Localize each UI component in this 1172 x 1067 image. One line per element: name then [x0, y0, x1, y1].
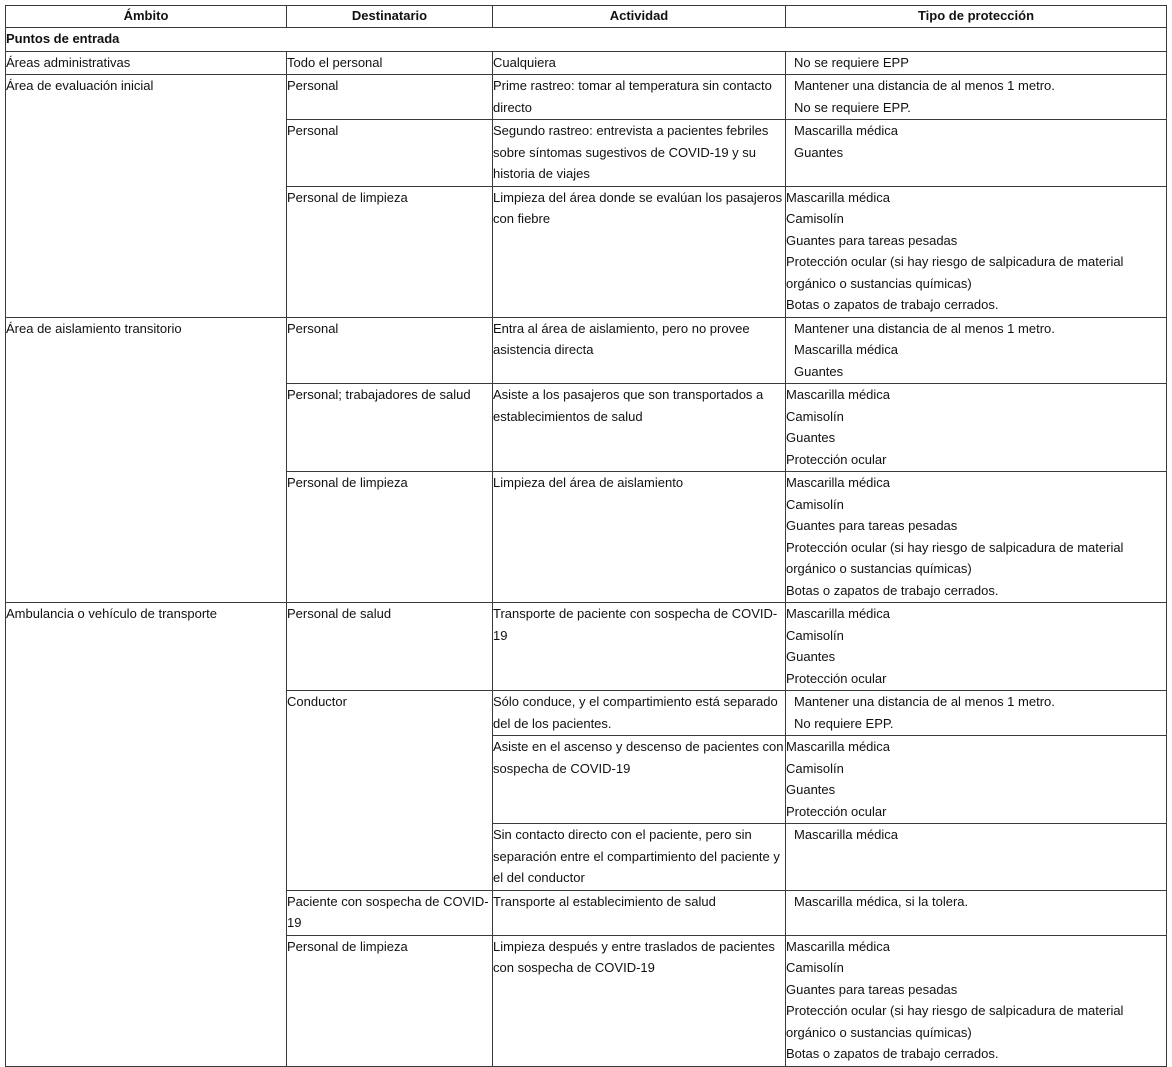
destinatario-cell: Personal de salud — [287, 603, 493, 691]
proteccion-item: No requiere EPP. — [794, 715, 894, 731]
proteccion-item: Protección ocular — [786, 803, 887, 819]
proteccion-item: Botas o zapatos de trabajo cerrados. — [786, 1046, 999, 1061]
proteccion-item: Guantes — [794, 363, 844, 379]
ambito-cell: Área de evaluación inicial — [6, 75, 287, 318]
proteccion-item: Mascarilla médica — [794, 342, 899, 357]
actividad-cell: Limpieza después y entre traslados de pacientes con sospecha de COVID-19 — [493, 935, 786, 1066]
section-title: Puntos de entrada — [6, 28, 1167, 52]
proteccion-cell — [786, 186, 1167, 317]
actividad-cell: Prime rastreo: tomar al temperatura sin contacto directo — [493, 75, 786, 120]
actividad-cell: Cualquiera — [493, 51, 786, 75]
proteccion-item: Mascarilla médica — [786, 189, 891, 205]
actividad-cell: Limpieza del área de aislamiento — [493, 472, 786, 603]
proteccion-item: Botas o zapatos de trabajo cerrados. — [786, 297, 999, 312]
section-row — [6, 28, 1167, 52]
proteccion-item: Guantes — [794, 144, 844, 160]
proteccion-item: Protección ocular (si hay riesgo de salpicadura de material — [786, 539, 1124, 555]
header-proteccion: Tipo de protección — [786, 6, 1167, 28]
actividad-cell: Sólo conduce, y el compartimiento está separado del de los pacientes. — [493, 691, 786, 736]
proteccion-cell — [786, 75, 1167, 120]
destinatario-cell: Todo el personal — [287, 51, 493, 75]
proteccion-item: Botas o zapatos de trabajo cerrados. — [786, 582, 999, 598]
proteccion-item: Mascarilla médica — [786, 606, 891, 621]
proteccion-cell — [786, 935, 1167, 1066]
proteccion-item: Guantes para tareas pesadas — [786, 981, 958, 997]
destinatario-cell: Personal — [287, 317, 493, 384]
actividad-cell: Limpieza del área donde se evalúan los pasajeros con fiebre — [493, 186, 786, 317]
proteccion-item: Protección ocular — [786, 670, 887, 686]
proteccion-item: No se requiere EPP. — [794, 99, 911, 115]
destinatario-cell: Personal; trabajadores de salud — [287, 384, 493, 472]
actividad-cell: Segundo rastreo: entrevista a pacientes febriles sobre síntomas sugestivos de COVID-19 y su historia de viajes — [493, 120, 786, 187]
proteccion-item: No se requiere EPP — [794, 54, 909, 70]
proteccion-cell — [786, 890, 1167, 935]
ambito-cell: Área de aislamiento transitorio — [6, 317, 287, 603]
proteccion-item: Guantes — [786, 649, 836, 664]
proteccion-item: Protección ocular (si hay riesgo de salpicadura de material — [786, 254, 1124, 269]
header-destinatario: Destinatario — [287, 6, 493, 28]
proteccion-item: Guantes — [786, 782, 836, 797]
table-row — [6, 51, 1167, 75]
actividad-cell: Sin contacto directo con el paciente, pero sin separación entre el compartimiento del paciente y el del conductor — [493, 824, 786, 891]
destinatario-cell: Conductor — [287, 691, 493, 891]
proteccion-cell — [786, 317, 1167, 384]
proteccion-cell — [786, 120, 1167, 187]
proteccion-item: Mantener una distancia de al menos 1 metro. — [794, 694, 1055, 709]
proteccion-item: orgánico o sustancias químicas) — [786, 1024, 972, 1040]
proteccion-item: orgánico o sustancias químicas) — [786, 275, 972, 291]
proteccion-item: Camisolín — [786, 211, 844, 226]
table-row — [6, 75, 1167, 120]
destinatario-cell: Personal de limpieza — [287, 186, 493, 317]
proteccion-item: Mascarilla médica — [786, 387, 891, 402]
proteccion-item: Camisolín — [786, 760, 844, 776]
table-row — [6, 603, 1167, 691]
actividad-cell: Transporte al establecimiento de salud — [493, 890, 786, 935]
proteccion-cell — [786, 384, 1167, 472]
proteccion-item: Camisolín — [786, 627, 844, 643]
proteccion-item: Camisolín — [786, 960, 844, 975]
proteccion-item: Mascarilla médica — [786, 475, 891, 490]
destinatario-cell: Paciente con sospecha de COVID-19 — [287, 890, 493, 935]
proteccion-item: Camisolín — [786, 496, 844, 512]
actividad-cell: Asiste en el ascenso y descenso de pacientes con sospecha de COVID-19 — [493, 736, 786, 824]
proteccion-item: Mascarilla médica — [794, 827, 899, 842]
proteccion-item: Protección ocular (si hay riesgo de salpicadura de material — [786, 1003, 1124, 1018]
actividad-cell: Transporte de paciente con sospecha de COVID-19 — [493, 603, 786, 691]
proteccion-item: Protección ocular — [786, 451, 887, 467]
destinatario-cell: Personal de limpieza — [287, 472, 493, 603]
proteccion-cell — [786, 691, 1167, 736]
destinatario-cell: Personal — [287, 75, 493, 120]
proteccion-item: Mascarilla médica — [786, 739, 891, 754]
proteccion-item: Guantes — [786, 430, 836, 445]
table-row — [6, 317, 1167, 384]
proteccion-cell — [786, 824, 1167, 891]
header-ambito: Ámbito — [6, 6, 287, 28]
actividad-cell: Entra al área de aislamiento, pero no provee asistencia directa — [493, 317, 786, 384]
proteccion-item: Mantener una distancia de al menos 1 metro. — [794, 320, 1055, 336]
proteccion-item: Mascarilla médica — [786, 938, 891, 954]
proteccion-cell — [786, 736, 1167, 824]
proteccion-item: orgánico o sustancias químicas) — [786, 561, 972, 576]
destinatario-cell: Personal de limpieza — [287, 935, 493, 1066]
header-actividad: Actividad — [493, 6, 786, 28]
proteccion-cell — [786, 51, 1167, 75]
proteccion-item: Camisolín — [786, 408, 844, 424]
proteccion-cell — [786, 603, 1167, 691]
ppe-table — [5, 5, 1167, 1067]
header-row — [6, 6, 1167, 28]
ambito-cell: Áreas administrativas — [6, 51, 287, 75]
destinatario-cell: Personal — [287, 120, 493, 187]
ambito-cell: Ambulancia o vehículo de transporte — [6, 603, 287, 1067]
proteccion-item: Mantener una distancia de al menos 1 metro. — [794, 78, 1055, 93]
proteccion-item: Guantes para tareas pesadas — [786, 232, 958, 248]
proteccion-item: Mascarilla médica — [794, 123, 899, 138]
proteccion-cell — [786, 472, 1167, 603]
proteccion-item: Guantes para tareas pesadas — [786, 518, 958, 533]
actividad-cell: Asiste a los pasajeros que son transportados a establecimientos de salud — [493, 384, 786, 472]
proteccion-item: Mascarilla médica, si la tolera. — [794, 893, 969, 909]
